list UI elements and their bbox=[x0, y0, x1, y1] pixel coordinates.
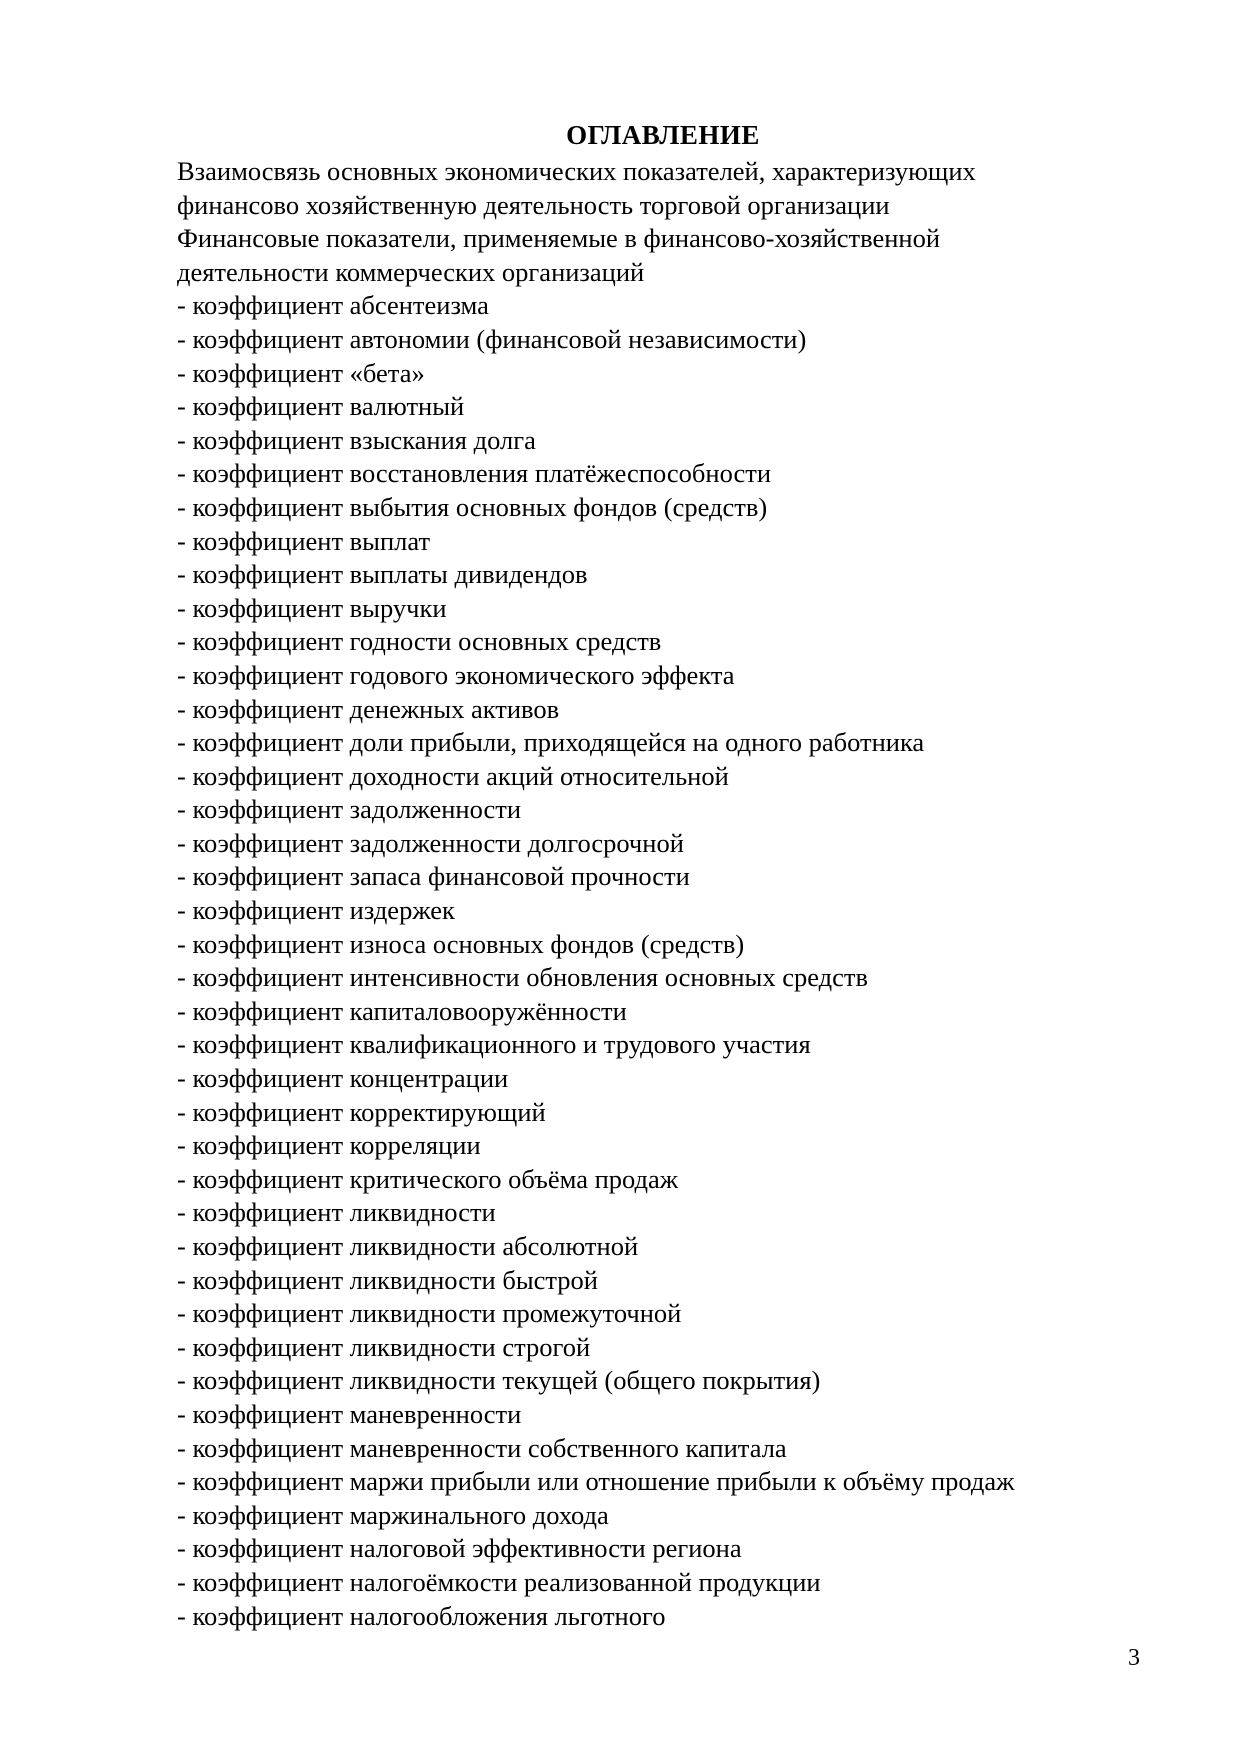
toc-item: - коэффициент взыскания долга bbox=[177, 424, 536, 455]
table-of-contents bbox=[177, 155, 1177, 1633]
toc-item: - коэффициент доходности акций относительной bbox=[177, 760, 729, 791]
toc-item: - коэффициент ликвидности bbox=[177, 1197, 496, 1228]
toc-item: - коэффициент маневренности собственного капитала bbox=[177, 1432, 787, 1463]
toc-item: - коэффициент интенсивности обновления основных средств bbox=[177, 962, 868, 993]
toc-item: - коэффициент автономии (финансовой независимости) bbox=[177, 323, 807, 354]
toc-item: - коэффициент доли прибыли, приходящейся на одного работника bbox=[177, 727, 925, 758]
intro-line: финансово хозяйственную деятельность торговой организации bbox=[177, 189, 890, 220]
toc-item: - коэффициент маневренности bbox=[177, 1398, 522, 1429]
toc-item: - коэффициент задолженности долгосрочной bbox=[177, 827, 684, 858]
toc-item: - коэффициент выплат bbox=[177, 525, 431, 556]
toc-item: - коэффициент восстановления платёжеспособности bbox=[177, 458, 772, 489]
toc-item: - коэффициент ликвидности абсолютной bbox=[177, 1231, 639, 1261]
toc-item: - коэффициент износа основных фондов (средств) bbox=[177, 928, 745, 959]
intro-line: Финансовые показатели, применяемые в финансово-хозяйственной bbox=[177, 223, 941, 254]
toc-item: - коэффициент годового экономического эффекта bbox=[177, 659, 735, 690]
toc-item: - коэффициент маржинального дохода bbox=[177, 1499, 609, 1530]
toc-item: - коэффициент выручки bbox=[177, 592, 447, 623]
intro-line: Взаимосвязь основных экономических показателей, характеризующих bbox=[177, 156, 976, 186]
page-title: ОГЛАВЛЕНИЕ bbox=[566, 120, 760, 150]
toc-item: - коэффициент издержек bbox=[177, 895, 455, 926]
toc-item: - коэффициент денежных активов bbox=[177, 693, 560, 724]
intro-line: деятельности коммерческих организаций bbox=[177, 256, 645, 287]
toc-item: - коэффициент корректирующий bbox=[177, 1096, 546, 1127]
toc-item: - коэффициент выбытия основных фондов (средств) bbox=[177, 491, 768, 522]
toc-item: - коэффициент налогоёмкости реализованной продукции bbox=[177, 1566, 821, 1597]
toc-item: - коэффициент капиталовооружённости bbox=[177, 995, 627, 1026]
toc-item: - коэффициент маржи прибыли или отношение прибыли к объёму продаж bbox=[177, 1466, 1015, 1497]
toc-item: - коэффициент корреляции bbox=[177, 1130, 481, 1161]
toc-item: - коэффициент ликвидности быстрой bbox=[177, 1264, 598, 1295]
toc-item: - коэффициент ликвидности строгой bbox=[177, 1331, 591, 1362]
toc-item: - коэффициент выплаты дивидендов bbox=[177, 559, 588, 590]
toc-item: - коэффициент абсентеизма bbox=[177, 290, 489, 321]
toc-item: - коэффициент валютный bbox=[177, 391, 465, 422]
toc-item: - коэффициент запаса финансовой прочности bbox=[177, 861, 690, 892]
toc-item: - коэффициент критического объёма продаж bbox=[177, 1163, 679, 1194]
toc-item: - коэффициент квалификационного и трудового участия bbox=[177, 1029, 811, 1060]
toc-item: - коэффициент налоговой эффективности региона bbox=[177, 1533, 742, 1564]
toc-item: - коэффициент ликвидности текущей (общего покрытия) bbox=[177, 1365, 821, 1396]
toc-item: - коэффициент концентрации bbox=[177, 1063, 509, 1094]
page-number: 3 bbox=[1128, 1645, 1140, 1671]
toc-item: - коэффициент «бета» bbox=[177, 357, 425, 388]
toc-item: - коэффициент годности основных средств bbox=[177, 626, 662, 657]
toc-item: - коэффициент ликвидности промежуточной bbox=[177, 1298, 682, 1329]
toc-item: - коэффициент налогообложения льготного bbox=[177, 1600, 666, 1631]
toc-item: - коэффициент задолженности bbox=[177, 794, 522, 825]
